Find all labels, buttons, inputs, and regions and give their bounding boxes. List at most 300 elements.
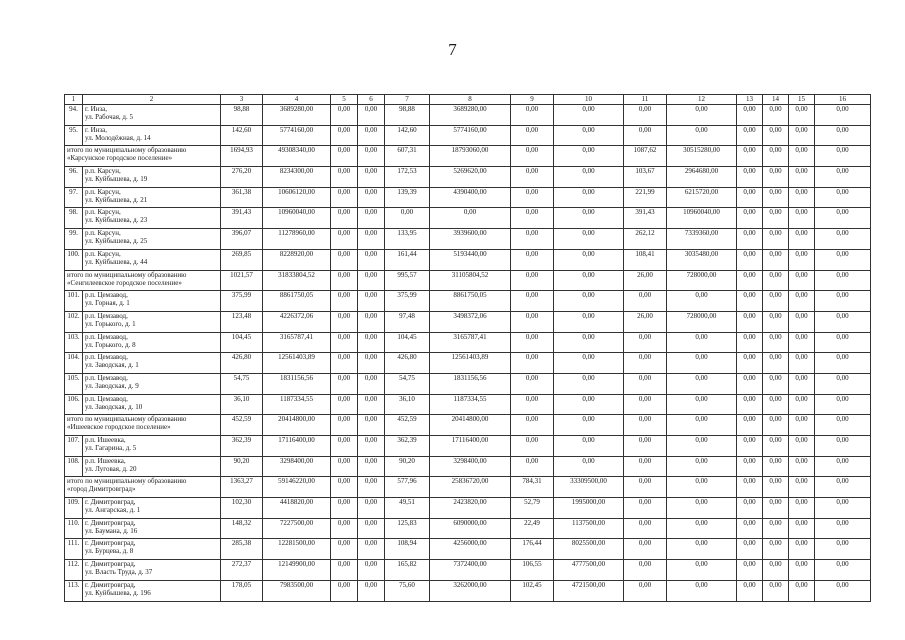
value-cell: 1363,27: [221, 477, 263, 498]
value-cell: 0,00: [554, 249, 624, 270]
address-line: итого по муниципальному образованию: [67, 146, 187, 155]
value-cell: 49308340,00: [263, 146, 331, 167]
value-cell: 0,00: [331, 311, 358, 332]
table-header: [65, 95, 871, 105]
value-cell: 161,44: [385, 249, 430, 270]
value-cell: 33309500,00: [554, 477, 624, 498]
value-cell: 0,00: [511, 415, 554, 436]
value-cell: 0,00: [331, 373, 358, 394]
row-number: 95.: [65, 125, 83, 146]
value-cell: 0,00: [815, 353, 871, 374]
subtotal-row: [65, 415, 871, 436]
row-number: 111.: [65, 539, 83, 560]
value-cell: 285,38: [221, 539, 263, 560]
value-cell: 995,57: [385, 270, 430, 291]
table-row: [65, 249, 871, 270]
value-cell: 396,07: [221, 229, 263, 250]
address-line: р.п. Карсун,: [85, 187, 121, 196]
value-cell: 0,00: [331, 518, 358, 539]
value-cell: 4226372,06: [263, 311, 331, 332]
value-cell: 0,00: [667, 125, 737, 146]
value-cell: 0,00: [358, 498, 385, 519]
value-cell: 108,94: [385, 539, 430, 560]
value-cell: 0,00: [511, 332, 554, 353]
value-cell: 0,00: [331, 187, 358, 208]
value-cell: 0,00: [554, 456, 624, 477]
value-cell: 1831156,56: [430, 373, 511, 394]
value-cell: 3939600,00: [430, 229, 511, 250]
row-number: 104.: [65, 353, 83, 374]
value-cell: 0,00: [624, 498, 667, 519]
value-cell: 0,00: [358, 353, 385, 374]
value-cell: 0,00: [624, 518, 667, 539]
value-cell: 0,00: [624, 539, 667, 560]
address-line: р.п. Цемзавод,: [85, 332, 128, 341]
value-cell: 0,00: [789, 477, 815, 498]
value-cell: 0,00: [667, 456, 737, 477]
value-cell: 0,00: [667, 332, 737, 353]
value-cell: 391,43: [221, 208, 263, 229]
value-cell: 0,00: [624, 477, 667, 498]
value-cell: 0,00: [511, 353, 554, 374]
value-cell: 0,00: [763, 291, 789, 312]
value-cell: 0,00: [331, 125, 358, 146]
subtotal-label: [65, 146, 221, 167]
value-cell: 0,00: [511, 456, 554, 477]
value-cell: 0,00: [815, 167, 871, 188]
value-cell: 0,00: [358, 229, 385, 250]
address-cell: [83, 229, 221, 250]
row-number: 113.: [65, 580, 83, 601]
value-cell: 0,00: [358, 208, 385, 229]
table-row: [65, 167, 871, 188]
value-cell: 0,00: [358, 477, 385, 498]
value-cell: 103,67: [624, 167, 667, 188]
address-cell: [83, 208, 221, 229]
value-cell: 0,00: [789, 373, 815, 394]
value-cell: 0,00: [763, 187, 789, 208]
table-row: [65, 539, 871, 560]
value-cell: 0,00: [511, 291, 554, 312]
address-cell: [83, 539, 221, 560]
value-cell: 0,00: [737, 436, 763, 457]
address-cell: [83, 436, 221, 457]
value-cell: 0,00: [815, 456, 871, 477]
value-cell: 0,00: [554, 167, 624, 188]
value-cell: 0,00: [789, 560, 815, 581]
value-cell: 391,43: [624, 208, 667, 229]
value-cell: 0,00: [737, 353, 763, 374]
value-cell: 0,00: [358, 270, 385, 291]
value-cell: 452,59: [385, 415, 430, 436]
value-cell: 0,00: [763, 560, 789, 581]
value-cell: 97,48: [385, 311, 430, 332]
subtotal-label: [65, 415, 221, 436]
value-cell: 3298400,00: [263, 456, 331, 477]
value-cell: 0,00: [358, 518, 385, 539]
value-cell: 0,00: [511, 125, 554, 146]
subtotal-row: [65, 270, 871, 291]
value-cell: 0,00: [737, 208, 763, 229]
address-line: итого по муниципальному образованию: [67, 415, 187, 424]
value-cell: 90,20: [221, 456, 263, 477]
value-cell: 0,00: [624, 125, 667, 146]
column-header: 6: [358, 95, 385, 105]
value-cell: 0,00: [815, 105, 871, 126]
value-cell: 0,00: [331, 394, 358, 415]
value-cell: 0,00: [815, 229, 871, 250]
value-cell: 0,00: [624, 560, 667, 581]
value-cell: 0,00: [331, 167, 358, 188]
value-cell: 0,00: [763, 498, 789, 519]
value-cell: 0,00: [554, 208, 624, 229]
value-cell: 11278960,00: [263, 229, 331, 250]
value-cell: 607,31: [385, 146, 430, 167]
value-cell: 165,82: [385, 560, 430, 581]
value-cell: 272,37: [221, 560, 263, 581]
value-cell: 0,00: [763, 270, 789, 291]
value-cell: 0,00: [815, 249, 871, 270]
value-cell: 18793060,00: [430, 146, 511, 167]
value-cell: 133,95: [385, 229, 430, 250]
address-line: ул. Баумана, д. 16: [85, 526, 138, 535]
value-cell: 7983500,00: [263, 580, 331, 601]
address-cell: [83, 560, 221, 581]
value-cell: 4418820,00: [263, 498, 331, 519]
value-cell: 0,00: [815, 394, 871, 415]
value-cell: 0,00: [789, 249, 815, 270]
value-cell: 375,99: [221, 291, 263, 312]
value-cell: 0,00: [331, 580, 358, 601]
value-cell: 0,00: [511, 208, 554, 229]
value-cell: 0,00: [624, 353, 667, 374]
header-row: [65, 95, 871, 105]
value-cell: 0,00: [331, 436, 358, 457]
value-cell: 0,00: [737, 187, 763, 208]
value-cell: 0,00: [815, 125, 871, 146]
value-cell: 0,00: [331, 146, 358, 167]
column-header: 7: [385, 95, 430, 105]
address-line: р.п. Карсун,: [85, 229, 121, 238]
address-line: «Сенгилеевское городское поселение»: [67, 278, 182, 287]
value-cell: 0,00: [554, 394, 624, 415]
value-cell: 0,00: [815, 518, 871, 539]
value-cell: 0,00: [737, 332, 763, 353]
value-cell: 0,00: [667, 518, 737, 539]
value-cell: 31105804,52: [430, 270, 511, 291]
value-cell: 0,00: [511, 146, 554, 167]
value-cell: 17116400,00: [430, 436, 511, 457]
value-cell: 0,00: [358, 539, 385, 560]
value-cell: 12561403,89: [263, 353, 331, 374]
value-cell: 0,00: [331, 353, 358, 374]
value-cell: 0,00: [358, 125, 385, 146]
address-line: р.п. Цемзавод,: [85, 291, 128, 300]
address-line: ул. Гагарина, д. 5: [85, 444, 137, 452]
value-cell: 54,75: [385, 373, 430, 394]
address-line: «Ишеевское городское поселение»: [67, 423, 171, 432]
row-number: 94.: [65, 105, 83, 126]
value-cell: 0,00: [511, 249, 554, 270]
value-cell: 0,00: [789, 311, 815, 332]
column-header: 9: [511, 95, 554, 105]
value-cell: 4256000,00: [430, 539, 511, 560]
value-cell: 0,00: [331, 291, 358, 312]
column-header: 2: [83, 95, 221, 105]
address-line: ул. Ангарская, д. 1: [85, 506, 141, 515]
value-cell: 0,00: [430, 208, 511, 229]
value-cell: 0,00: [358, 167, 385, 188]
address-cell: [83, 332, 221, 353]
address-line: ул. Куйбышева, д. 23: [85, 216, 148, 225]
value-cell: 102,30: [221, 498, 263, 519]
table-row: [65, 373, 871, 394]
table-row: [65, 456, 871, 477]
table-row: [65, 353, 871, 374]
value-cell: 0,00: [511, 167, 554, 188]
table-container: [64, 94, 849, 602]
value-cell: 0,00: [737, 477, 763, 498]
row-number: 100.: [65, 249, 83, 270]
value-cell: 0,00: [667, 353, 737, 374]
column-header: 3: [221, 95, 263, 105]
address-line: ул. Горная, д. 1: [85, 299, 130, 308]
row-number: 96.: [65, 167, 83, 188]
value-cell: 106,55: [511, 560, 554, 581]
value-cell: 0,00: [737, 539, 763, 560]
value-cell: 362,39: [385, 436, 430, 457]
value-cell: 5193440,00: [430, 249, 511, 270]
column-header: 8: [430, 95, 511, 105]
address-cell: [83, 353, 221, 374]
value-cell: 12149900,00: [263, 560, 331, 581]
row-number: 102.: [65, 311, 83, 332]
value-cell: 108,41: [624, 249, 667, 270]
table-body: [65, 105, 871, 602]
value-cell: 0,00: [763, 311, 789, 332]
value-cell: 0,00: [737, 580, 763, 601]
table-row: [65, 560, 871, 581]
address-line: ул. Луговая, д. 20: [85, 464, 137, 473]
value-cell: 0,00: [737, 456, 763, 477]
value-cell: 728000,00: [667, 311, 737, 332]
value-cell: 0,00: [358, 394, 385, 415]
value-cell: 0,00: [815, 146, 871, 167]
value-cell: 20414800,00: [263, 415, 331, 436]
value-cell: 0,00: [554, 146, 624, 167]
value-cell: 22,49: [511, 518, 554, 539]
value-cell: 0,00: [815, 415, 871, 436]
address-line: г. Димитровград,: [85, 560, 136, 569]
address-line: ул. Власть Труда, д. 37: [85, 568, 153, 577]
value-cell: 0,00: [737, 167, 763, 188]
value-cell: 98,88: [385, 105, 430, 126]
value-cell: 5774160,00: [263, 125, 331, 146]
value-cell: 0,00: [358, 436, 385, 457]
column-header: 10: [554, 95, 624, 105]
value-cell: 0,00: [737, 270, 763, 291]
table-row: [65, 498, 871, 519]
value-cell: 0,00: [358, 187, 385, 208]
value-cell: 0,00: [624, 332, 667, 353]
value-cell: 2423820,00: [430, 498, 511, 519]
address-line: ул. Заводская, д. 10: [85, 402, 143, 411]
value-cell: 0,00: [667, 436, 737, 457]
value-cell: 426,80: [221, 353, 263, 374]
value-cell: 1021,57: [221, 270, 263, 291]
value-cell: 0,00: [789, 539, 815, 560]
value-cell: 0,00: [624, 394, 667, 415]
value-cell: 0,00: [763, 394, 789, 415]
column-header: 13: [737, 95, 763, 105]
address-line: р.п. Цемзавод,: [85, 353, 128, 362]
value-cell: 3035480,00: [667, 249, 737, 270]
value-cell: 8025500,00: [554, 539, 624, 560]
value-cell: 0,00: [737, 249, 763, 270]
value-cell: 362,39: [221, 436, 263, 457]
value-cell: 0,00: [358, 373, 385, 394]
value-cell: 269,85: [221, 249, 263, 270]
value-cell: 361,38: [221, 187, 263, 208]
value-cell: 17116400,00: [263, 436, 331, 457]
column-header: 14: [763, 95, 789, 105]
value-cell: 0,00: [763, 436, 789, 457]
value-cell: 0,00: [331, 229, 358, 250]
value-cell: 0,00: [511, 394, 554, 415]
value-cell: 0,00: [331, 105, 358, 126]
value-cell: 0,00: [789, 456, 815, 477]
value-cell: 0,00: [815, 580, 871, 601]
value-cell: 0,00: [789, 332, 815, 353]
value-cell: 0,00: [511, 436, 554, 457]
address-line: ул. Куйбышева, д. 25: [85, 237, 148, 246]
address-line: р.п. Ишеевка,: [85, 436, 126, 444]
value-cell: 6090000,00: [430, 518, 511, 539]
table-row: [65, 394, 871, 415]
value-cell: 0,00: [385, 208, 430, 229]
value-cell: 262,12: [624, 229, 667, 250]
value-cell: 0,00: [737, 311, 763, 332]
row-number: 101.: [65, 291, 83, 312]
value-cell: 3262000,00: [430, 580, 511, 601]
value-cell: 0,00: [789, 208, 815, 229]
value-cell: 0,00: [763, 539, 789, 560]
value-cell: 102,45: [511, 580, 554, 601]
row-number: 103.: [65, 332, 83, 353]
value-cell: 1137500,00: [554, 518, 624, 539]
value-cell: 0,00: [667, 580, 737, 601]
row-number: 112.: [65, 560, 83, 581]
value-cell: 176,44: [511, 539, 554, 560]
address-line: ул. Куйбышева, д. 21: [85, 195, 148, 204]
address-line: г. Инза,: [85, 125, 108, 134]
value-cell: 148,32: [221, 518, 263, 539]
value-cell: 0,00: [763, 580, 789, 601]
table-row: [65, 518, 871, 539]
value-cell: 1831156,56: [263, 373, 331, 394]
value-cell: 125,83: [385, 518, 430, 539]
value-cell: 0,00: [763, 477, 789, 498]
address-line: р.п. Цемзавод,: [85, 373, 128, 382]
value-cell: 0,00: [667, 105, 737, 126]
address-line: р.п. Цемзавод,: [85, 394, 128, 403]
value-cell: 0,00: [554, 229, 624, 250]
value-cell: 0,00: [763, 125, 789, 146]
value-cell: 1995000,00: [554, 498, 624, 519]
value-cell: 0,00: [331, 498, 358, 519]
value-cell: 0,00: [667, 373, 737, 394]
column-header: 4: [263, 95, 331, 105]
value-cell: 0,00: [358, 311, 385, 332]
value-cell: 276,20: [221, 167, 263, 188]
value-cell: 7372400,00: [430, 560, 511, 581]
address-cell: [83, 498, 221, 519]
address-cell: [83, 187, 221, 208]
value-cell: 104,45: [385, 332, 430, 353]
value-cell: 0,00: [763, 229, 789, 250]
table-row: [65, 125, 871, 146]
value-cell: 0,00: [624, 105, 667, 126]
value-cell: 0,00: [763, 353, 789, 374]
value-cell: 0,00: [815, 332, 871, 353]
value-cell: 0,00: [667, 477, 737, 498]
value-cell: 0,00: [815, 477, 871, 498]
value-cell: 7339360,00: [667, 229, 737, 250]
value-cell: 0,00: [815, 373, 871, 394]
address-cell: [83, 518, 221, 539]
value-cell: 0,00: [331, 477, 358, 498]
value-cell: 10960040,00: [667, 208, 737, 229]
value-cell: 8861750,05: [263, 291, 331, 312]
column-header: 5: [331, 95, 358, 105]
value-cell: 0,00: [667, 394, 737, 415]
value-cell: 0,00: [789, 353, 815, 374]
value-cell: 0,00: [737, 291, 763, 312]
row-number: 99.: [65, 229, 83, 250]
value-cell: 90,20: [385, 456, 430, 477]
address-line: г. Димитровград,: [85, 580, 136, 589]
address-line: «Карсунское городское поселение»: [67, 154, 173, 163]
value-cell: 0,00: [331, 415, 358, 436]
value-cell: 0,00: [554, 373, 624, 394]
value-cell: 0,00: [331, 332, 358, 353]
value-cell: 0,00: [331, 208, 358, 229]
value-cell: 0,00: [624, 456, 667, 477]
value-cell: 0,00: [358, 291, 385, 312]
address-line: р.п. Ишеевка,: [85, 456, 126, 465]
value-cell: 0,00: [667, 498, 737, 519]
value-cell: 0,00: [763, 105, 789, 126]
row-number: 107.: [65, 436, 83, 457]
value-cell: 0,00: [358, 146, 385, 167]
address-cell: [83, 373, 221, 394]
value-cell: 0,00: [667, 539, 737, 560]
value-cell: 0,00: [763, 167, 789, 188]
value-cell: 0,00: [815, 311, 871, 332]
value-cell: 0,00: [789, 270, 815, 291]
value-cell: 0,00: [815, 539, 871, 560]
value-cell: 0,00: [763, 415, 789, 436]
value-cell: 0,00: [815, 291, 871, 312]
value-cell: 0,00: [789, 167, 815, 188]
value-cell: 10960040,00: [263, 208, 331, 229]
table-row: [65, 105, 871, 126]
value-cell: 0,00: [554, 125, 624, 146]
value-cell: 8234300,00: [263, 167, 331, 188]
value-cell: 0,00: [737, 125, 763, 146]
subtotal-row: [65, 477, 871, 498]
address-line: р.п. Цемзавод,: [85, 311, 128, 320]
